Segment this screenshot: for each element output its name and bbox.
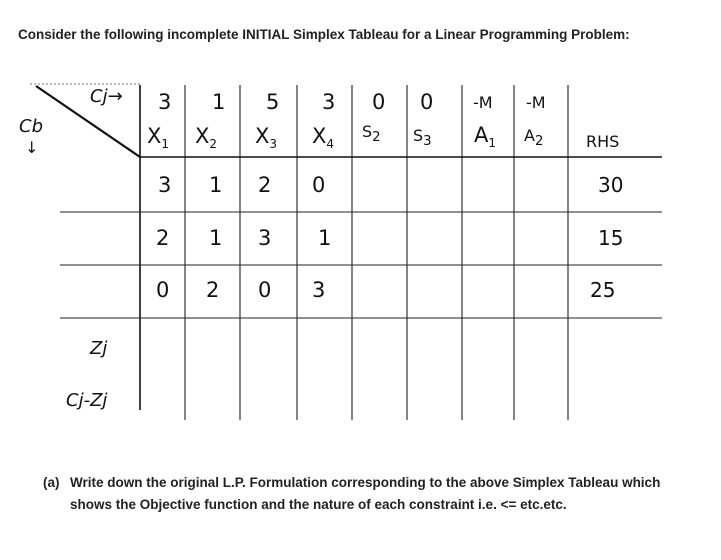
rhs-value: 15 xyxy=(598,226,624,250)
variable-header: $X_2$ xyxy=(195,124,218,152)
rhs-value: 30 xyxy=(598,173,624,197)
cj-value: -M xyxy=(473,93,493,112)
cj-value: 3 xyxy=(322,90,336,114)
coefficient-cell: 0 xyxy=(312,173,326,197)
variable-header: $X_1$ xyxy=(147,124,170,152)
coefficient-cell: 1 xyxy=(209,173,223,197)
cj-value: 0 xyxy=(420,90,434,114)
coefficient-cell: 1 xyxy=(209,226,223,250)
zj-label: Zj xyxy=(90,338,108,359)
cj-value: 5 xyxy=(266,90,280,114)
coefficient-cell: 3 xyxy=(158,173,172,197)
question-tag: (a) xyxy=(43,475,60,490)
coefficient-cell: 2 xyxy=(206,278,220,302)
cb-label: Cb xyxy=(19,116,43,137)
coefficient-cell: 1 xyxy=(318,226,332,250)
cj-value: 3 xyxy=(158,90,172,114)
variable-header: $S_3$ xyxy=(413,126,432,150)
question-line-2: shows the Objective function and the nature of each constraint i.e. <= etc.etc. xyxy=(70,497,567,512)
coefficient-cell: 0 xyxy=(258,278,272,302)
coefficient-cell: 3 xyxy=(312,278,326,302)
variable-header: $X_3$ xyxy=(255,124,278,152)
rhs-value: 25 xyxy=(590,278,616,302)
cb-down-arrow: ↓ xyxy=(25,138,39,157)
variable-header: $X_4$ xyxy=(312,124,335,152)
cj-label: Cj→ xyxy=(90,86,123,107)
rhs-header: RHS xyxy=(586,132,620,151)
coefficient-cell: 2 xyxy=(258,173,272,197)
cj-value: -M xyxy=(526,93,546,112)
coefficient-cell: 2 xyxy=(156,226,170,250)
problem-prompt: Consider the following incomplete INITIAL Simplex Tableau for a Linear Programming Problem: xyxy=(18,27,630,42)
cj-zj-label: Cj-Zj xyxy=(66,390,108,411)
variable-header: $S_2$ xyxy=(362,122,381,146)
variable-header: $A_1$ xyxy=(474,123,497,151)
variable-header: $A_2$ xyxy=(524,126,544,150)
cj-value: 1 xyxy=(212,90,226,114)
corner-diagonal xyxy=(36,86,140,157)
coefficient-cell: 0 xyxy=(156,278,170,302)
coefficient-cell: 3 xyxy=(258,226,272,250)
question-line-1: Write down the original L.P. Formulation corresponding to the above Simplex Tableau which xyxy=(70,475,661,490)
cj-value: 0 xyxy=(372,90,386,114)
